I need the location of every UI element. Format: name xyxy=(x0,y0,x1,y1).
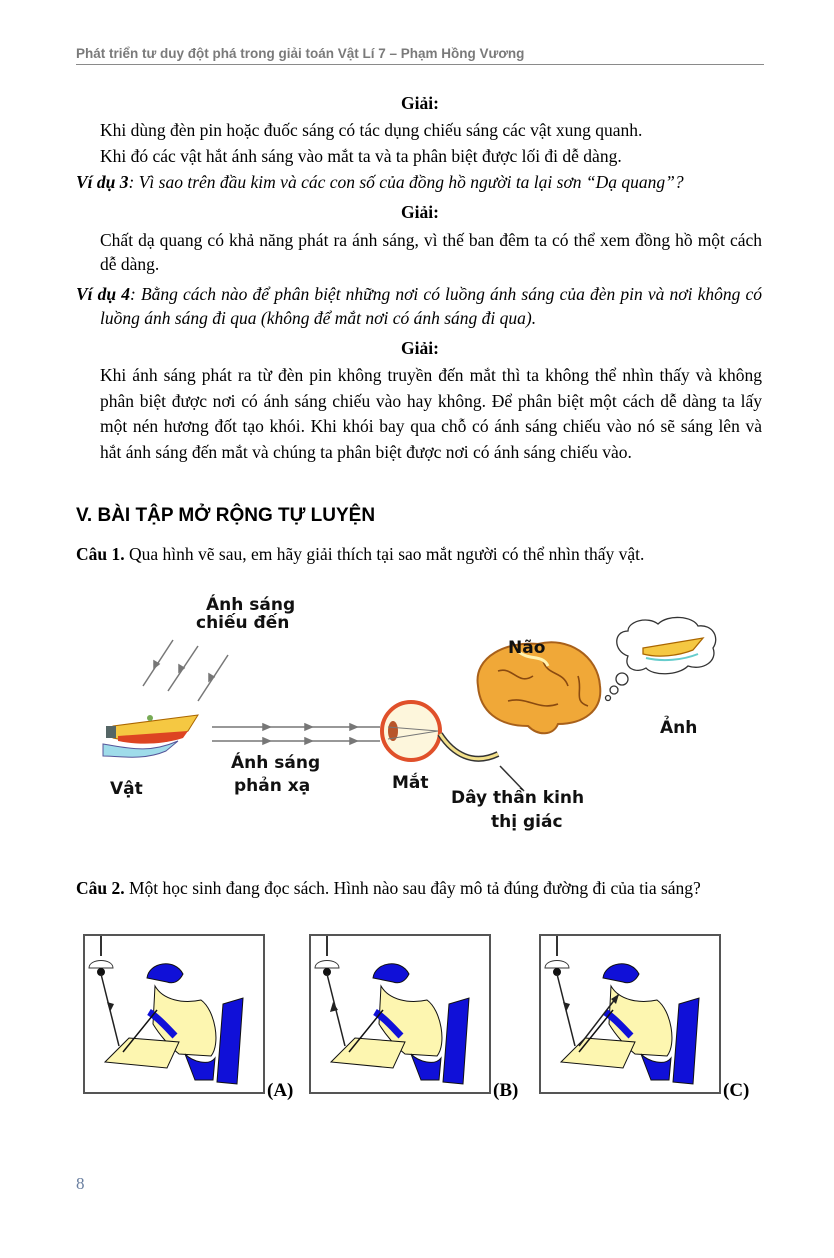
reflected-light-rays xyxy=(212,724,380,744)
label-image: Ảnh xyxy=(660,718,698,738)
solution-heading: Giải: xyxy=(401,202,439,222)
running-header: Phát triển tư duy đột phá trong giải toán Vật Lí 7 – Phạm Hồng Vương xyxy=(76,46,764,65)
eye-icon xyxy=(382,702,440,760)
label-incoming-light-2: chiếu đến xyxy=(196,613,290,633)
option-figure[interactable] xyxy=(539,934,721,1094)
label-eye: Mắt xyxy=(392,773,429,793)
example-label: Ví dụ 4 xyxy=(76,284,131,304)
question-label: Câu 2. xyxy=(76,878,125,898)
label-object: Vật xyxy=(110,779,143,799)
example-label: Ví dụ 3 xyxy=(76,172,129,192)
option-label: (A) xyxy=(267,1080,294,1101)
question-1 xyxy=(76,542,776,566)
label-reflected-light-2: phản xạ xyxy=(234,776,311,796)
question-text: Qua hình vẽ sau, em hãy giải thích tại sao mắt người có thể nhìn thấy vật. xyxy=(124,544,645,564)
boat-icon xyxy=(103,715,198,757)
option-figure[interactable] xyxy=(309,934,491,1094)
label-brain: Não xyxy=(508,638,546,658)
question-label: Câu 1. xyxy=(76,544,125,564)
label-optic-nerve-2: thị giác xyxy=(491,812,563,832)
question-2 xyxy=(76,876,764,900)
section-heading: V. BÀI TẬP MỞ RỘNG TỰ LUYỆN xyxy=(76,505,376,526)
paragraph: Chất dạ quang có khả năng phát ra ánh sáng, vì thế ban đêm ta có thể xem đồng hồ một cách dễ dàng. xyxy=(100,230,762,274)
paragraph: Khi dùng đèn pin hoặc đuốc sáng có tác dụng chiếu sáng các vật xung quanh. xyxy=(100,120,643,140)
example-text: : Vì sao trên đầu kim và các con số của đồng hồ người ta lại sơn “Dạ quang”? xyxy=(128,172,684,192)
label-optic-nerve: Dây thần kinh xyxy=(451,788,585,808)
paragraph: Khi ánh sáng phát ra từ đèn pin không truyền đến mắt thì ta không thể nhìn thấy và không phân biệt được nơi có ánh sáng chiếu vào hay không. Để phân biệt một cách dễ dàng ta lấy một nén hương đốt tạo khói. Khi khói bay qua chỗ có ánh sáng chiếu vào nó sẽ sáng lên và hắt ánh sáng đến mắt và chúng ta phân biệt được nơi có ánh sáng chiếu vào. xyxy=(100,365,762,462)
thought-bubble xyxy=(606,617,716,700)
example-4 xyxy=(76,282,762,330)
solution-heading: Giải: xyxy=(401,338,439,358)
label-incoming-light: Ánh sáng xyxy=(206,595,296,615)
option-label: (C) xyxy=(723,1080,750,1101)
vision-diagram xyxy=(88,576,736,838)
question-text: Một học sinh đang đọc sách. Hình nào sau đây mô tả đúng đường đi của tia sáng? xyxy=(124,878,701,898)
incoming-light-rays xyxy=(143,640,228,701)
label-reflected-light: Ánh sáng xyxy=(231,753,321,773)
example-3 xyxy=(76,170,776,194)
page-number: 8 xyxy=(76,1174,85,1193)
option-label: (B) xyxy=(493,1080,519,1101)
option-figure[interactable] xyxy=(83,934,265,1094)
paragraph: Khi đó các vật hắt ánh sáng vào mắt ta và ta phân biệt được lối đi dễ dàng. xyxy=(100,146,622,166)
example-text: : Bằng cách nào để phân biệt những nơi có luồng ánh sáng của đèn pin và nơi không có luồng ánh sáng đi qua (không để mắt nơi có ánh sáng đi qua). xyxy=(100,284,762,328)
solution-heading: Giải: xyxy=(401,93,439,113)
